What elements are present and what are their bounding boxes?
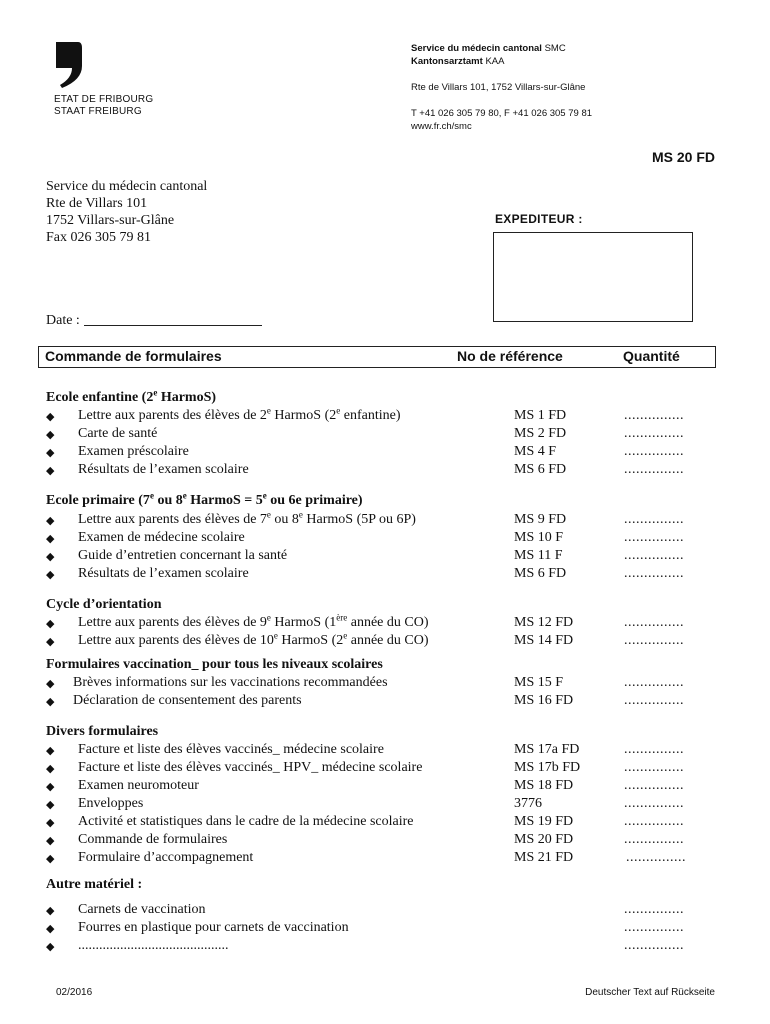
bullet-icon: ◆ <box>46 817 55 829</box>
quantity-field[interactable]: ............... <box>624 426 684 441</box>
section-title: Ecole primaire (7e ou 8e HarmoS = $5^e$ ou 6e primaire) <box>46 490 363 508</box>
bullet-icon: ◆ <box>46 923 55 935</box>
bullet-icon: ◆ <box>46 465 55 477</box>
bullet-icon: ◆ <box>46 515 55 527</box>
quantity-field[interactable]: ............... <box>624 566 684 581</box>
bullet-icon: ◆ <box>46 618 55 630</box>
list-item: ◆ Commande de formulaires MS 20 FD ............... <box>46 832 726 850</box>
service-web: www.fr.ch/smc <box>411 121 472 132</box>
quantity-field[interactable]: ............... <box>624 633 684 648</box>
quantity-field[interactable]: ............... <box>624 742 684 757</box>
section-title: Cycle d’orientation <box>46 597 162 612</box>
quantity-field[interactable]: ............... <box>624 548 684 563</box>
list-item: ◆ Lettre aux parents des élèves de 7e ou 8e HarmoS (5P ou 6P) MS 9 FD ............... <box>46 512 726 530</box>
quantity-field[interactable]: ............... <box>624 615 684 630</box>
quantity-field[interactable]: ............... <box>624 760 684 775</box>
list-item <box>46 938 726 956</box>
bullet-icon: ◆ <box>46 429 55 441</box>
list-item: ◆ Facture et liste des élèves vaccinés_ médecine scolaire MS 17a FD ............... <box>46 742 726 760</box>
quantity-field[interactable]: ............... <box>624 938 684 953</box>
bullet-icon: ◆ <box>46 763 55 775</box>
bullet-icon: ◆ <box>46 835 55 847</box>
list-item: ◆ Facture et liste des élèves vaccinés_ HPV_ médecine scolaire MS 17b FD ............... <box>46 760 726 778</box>
list-item: ◆ Examen neuromoteur MS 18 FD ............... <box>46 778 726 796</box>
list-item: ◆ Brèves informations sur les vaccinations recommandées MS 15 F ............... <box>46 675 726 693</box>
form-code: MS 20 FD <box>651 149 715 165</box>
quantity-field[interactable]: ............... <box>624 530 684 545</box>
quantity-field[interactable]: ............... <box>624 444 684 459</box>
quantity-field[interactable]: ............... <box>624 832 684 847</box>
bullet-icon: ◆ <box>46 696 55 708</box>
service-phone: T +41 026 305 79 80, F +41 026 305 79 81 <box>411 108 593 119</box>
quantity-field[interactable]: ............... <box>624 778 684 793</box>
quantity-field[interactable]: ............... <box>624 408 684 423</box>
bullet-icon: ◆ <box>46 533 55 545</box>
list-item: ◆ Résultats de l’examen scolaire MS 6 FD ............... <box>46 462 726 480</box>
list-item: ◆ Examen préscolaire MS 4 F ............... <box>46 444 726 462</box>
footer-note: Deutscher Text auf Rückseite <box>585 987 715 998</box>
header-col-qty: Quantité <box>623 348 680 364</box>
list-item: ◆ Lettre aux parents des élèves de 9e HarmoS (1ère année du CO) MS 12 FD ............... <box>46 615 726 633</box>
quantity-field[interactable]: ............... <box>624 920 684 935</box>
bullet-icon: ◆ <box>46 745 55 757</box>
quantity-field[interactable]: ............... <box>624 693 684 708</box>
bullet-icon: ◆ <box>46 781 55 793</box>
table-header <box>38 346 716 368</box>
list-item: ◆ Carte de santé MS 2 FD ............... <box>46 426 726 444</box>
quantity-field[interactable]: ............... <box>624 462 684 477</box>
date-field[interactable]: Date : <box>46 313 262 329</box>
section-title: Formulaires vaccination_ pour tous les niveaux scolaires <box>46 657 383 672</box>
list-item: ◆ Formulaire d’accompagnement MS 21 FD ............... <box>46 850 726 868</box>
list-item: ◆ Lettre aux parents des élèves de 2e HarmoS (2e enfantine) MS 1 FD ............... <box>46 408 726 426</box>
quantity-field[interactable]: ............... <box>624 512 684 527</box>
quantity-field[interactable]: ............... <box>624 675 684 690</box>
list-item: ◆ Examen de médecine scolaire MS 10 F ............... <box>46 530 726 548</box>
service-block: Service du médecin cantonal SMC Kantonsarztamt KAA Rte de Villars 101, 1752 Villars-sur-Glâne T +41 026 305 79 80, F +41 026 305 79 81 www.fr.ch/smc <box>411 43 593 132</box>
list-item: ◆ Lettre aux parents des élèves de 10e HarmoS (2e année du CO) MS 14 FD ............... <box>46 633 726 651</box>
bullet-icon: ◆ <box>46 636 55 648</box>
list-item: ◆ Carnets de vaccination ............... <box>46 902 726 920</box>
quantity-field[interactable]: ............... <box>626 850 686 865</box>
section-title: Divers formulaires <box>46 724 159 739</box>
sender-label: EXPEDITEUR : <box>495 212 583 226</box>
quantity-field[interactable]: ............... <box>624 796 684 811</box>
other-item-field[interactable]: ........................................... <box>78 938 229 953</box>
recipient-address: Service du médecin cantonal Rte de Villars 101 1752 Villars-sur-Glâne Fax 026 305 79 81 <box>46 179 208 245</box>
section-title: Ecole enfantine (2e HarmoS) <box>46 387 217 405</box>
service-address: Rte de Villars 101, 1752 Villars-sur-Glâne <box>411 82 586 93</box>
header-col-ref: No de référence <box>457 348 563 364</box>
state-name: ETAT DE FRIBOURG STAAT FREIBURG <box>54 94 154 117</box>
sender-box[interactable] <box>493 232 693 322</box>
bullet-icon: ◆ <box>46 799 55 811</box>
bullet-icon: ◆ <box>46 411 55 423</box>
quantity-field[interactable]: ............... <box>624 814 684 829</box>
header-col-forms: Commande de formulaires <box>45 348 222 364</box>
list-item: ◆ Activité et statistiques dans le cadre de la médecine scolaire MS 19 FD ............... <box>46 814 726 832</box>
list-item: ◆ Enveloppes 3776 ............... <box>46 796 726 814</box>
date-line[interactable] <box>84 325 262 326</box>
fribourg-logo-icon <box>52 40 92 90</box>
service-de: Kantonsarztamt <box>411 56 483 67</box>
bullet-icon: ◆ <box>46 905 55 917</box>
list-item: ◆ Résultats de l’examen scolaire MS 6 FD ............... <box>46 566 726 584</box>
section-title: Autre matériel : <box>46 877 143 892</box>
bullet-icon: ◆ <box>46 551 55 563</box>
service-fr: Service du médecin cantonal <box>411 43 542 54</box>
bullet-icon: ◆ <box>46 678 55 690</box>
list-item: ◆ Guide d’entretien concernant la santé MS 11 F ............... <box>46 548 726 566</box>
quantity-field[interactable]: ............... <box>624 902 684 917</box>
list-item: ◆ Fourres en plastique pour carnets de vaccination ............... <box>46 920 726 938</box>
bullet-icon: ◆ <box>46 569 55 581</box>
bullet-icon: ◆ <box>46 941 55 953</box>
footer-date: 02/2016 <box>56 987 93 998</box>
bullet-icon: ◆ <box>46 447 55 459</box>
list-item: ◆ Déclaration de consentement des parents MS 16 FD ............... <box>46 693 726 711</box>
bullet-icon: ◆ <box>46 853 55 865</box>
